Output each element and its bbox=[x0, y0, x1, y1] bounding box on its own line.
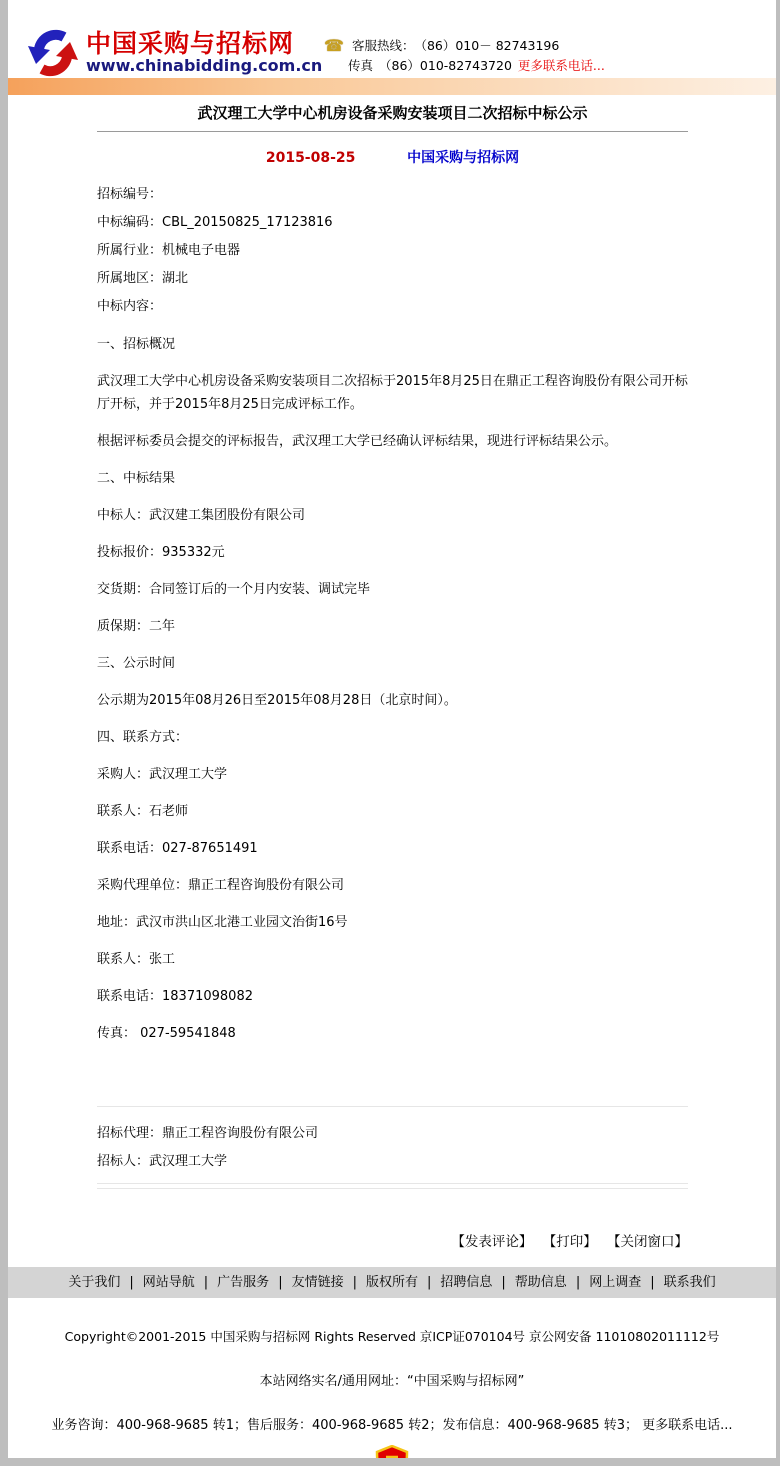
tender-agent-line: 招标代理：鼎正工程咨询股份有限公司 bbox=[97, 1126, 319, 1141]
fax-row bbox=[324, 56, 605, 76]
footer-link-copyright[interactable]: 版权所有 bbox=[365, 1275, 418, 1290]
footer-link-survey[interactable]: 网上调查 bbox=[589, 1275, 642, 1290]
closing-block bbox=[97, 1125, 688, 1171]
footer-badge bbox=[8, 1445, 776, 1458]
field-award-code: 中标编码：CBL_20150825_17123816 bbox=[97, 215, 333, 230]
agency-line: 采购代理单位：鼎正工程咨询股份有限公司 bbox=[97, 878, 345, 893]
nav-separator: | bbox=[129, 1275, 134, 1290]
footer-link-about[interactable]: 关于我们 bbox=[68, 1275, 121, 1290]
field-content: 中标内容： bbox=[97, 299, 163, 314]
article-body bbox=[97, 333, 688, 1045]
title-rule bbox=[97, 131, 688, 132]
site-header bbox=[8, 0, 776, 78]
summary-fields bbox=[97, 186, 688, 316]
site-logo[interactable] bbox=[26, 28, 322, 78]
agency-contact-line: 联系人：张工 bbox=[97, 952, 176, 967]
article-meta bbox=[97, 150, 688, 167]
nav-separator: | bbox=[575, 1275, 581, 1290]
field-region: 所属地区：湖北 bbox=[97, 271, 189, 286]
post-comment-button[interactable]: 【发表评论】 bbox=[451, 1234, 533, 1250]
nav-separator: | bbox=[352, 1275, 357, 1290]
winner-line: 中标人：武汉建工集团股份有限公司 bbox=[97, 508, 306, 523]
footer-link-ads[interactable]: 广告服务 bbox=[217, 1275, 270, 1290]
site-name: 中国采购与招标网 bbox=[86, 29, 295, 58]
footer-link-sitemap[interactable]: 网站导航 bbox=[142, 1275, 195, 1290]
contact-person-line: 联系人：石老师 bbox=[97, 804, 189, 819]
logo-text bbox=[86, 31, 322, 75]
source-link[interactable]: 中国采购与招标网 bbox=[407, 150, 520, 166]
publish-date: 2015-08-25 bbox=[265, 150, 356, 166]
close-window-button[interactable]: 【关闭窗口】 bbox=[607, 1234, 688, 1250]
nav-separator: | bbox=[278, 1275, 283, 1290]
section-2-heading: 二、中标结果 bbox=[97, 471, 176, 486]
fax-number: （86）010-82743720 bbox=[379, 58, 512, 73]
field-tender-no: 招标编号： bbox=[97, 187, 163, 202]
site-url: www.chinabidding.com.cn bbox=[86, 56, 323, 75]
purchaser-line: 采购人：武汉理工大学 bbox=[97, 767, 228, 782]
announcement-article bbox=[97, 104, 688, 1251]
fax-line: 传真： 027-59541848 bbox=[97, 1026, 236, 1041]
phone-icon: ☎ bbox=[324, 36, 344, 55]
closing-rule-top bbox=[97, 1106, 688, 1107]
contact-phone-line: 联系电话：027-87651491 bbox=[97, 841, 258, 856]
agency-phone-line: 联系电话：18371098082 bbox=[97, 989, 253, 1004]
hotline-row bbox=[324, 36, 605, 56]
header-divider-bar bbox=[8, 78, 776, 95]
address-line: 地址：武汉市洪山区北港工业园文治街16号 bbox=[97, 915, 348, 930]
hotline-number: （86）010－ 82743196 bbox=[414, 38, 560, 53]
red-shield-badge-icon bbox=[374, 1445, 410, 1458]
body-paragraph: 根据评标委员会提交的评标报告，武汉理工大学已经确认评标结果，现进行评标结果公示。 bbox=[97, 434, 618, 449]
fax-label: 传真 bbox=[348, 58, 374, 73]
nav-separator: | bbox=[650, 1275, 655, 1290]
section-4-heading: 四、联系方式： bbox=[97, 730, 189, 745]
body-paragraph: 武汉理工大学中心机房设备采购安装项目二次招标于2015年8月25日在鼎正工程咨询股份有限公司开标厅开标，并于2015年8月25日完成评标工作。 bbox=[97, 374, 688, 412]
logo-circular-arrows-icon bbox=[26, 28, 80, 78]
closing-rule-bottom bbox=[97, 1183, 688, 1189]
copyright-line: Copyright©2001-2015 中国采购与招标网 Rights Reserved 京ICP证070104号 京公网安备 11010802011112号 bbox=[64, 1329, 720, 1344]
footer-link-help[interactable]: 帮助信息 bbox=[514, 1275, 567, 1290]
service-hotline-line: 业务咨询：400-968-9685 转1；售后服务：400-968-9685 转2；发布信息：400-968-9685 转3； 更多联系电话... bbox=[51, 1418, 733, 1433]
more-contacts-link[interactable]: 更多联系电话... bbox=[517, 58, 605, 73]
nav-separator: | bbox=[203, 1275, 209, 1290]
print-button[interactable]: 【打印】 bbox=[542, 1234, 597, 1250]
page bbox=[8, 0, 776, 1458]
field-industry: 所属行业：机械电子电器 bbox=[97, 243, 241, 258]
site-realname-line: 本站网络实名/通用网址：“中国采购与招标网” bbox=[259, 1374, 525, 1389]
nav-separator: | bbox=[427, 1275, 432, 1290]
nav-separator: | bbox=[501, 1275, 506, 1290]
tenderer-line: 招标人：武汉理工大学 bbox=[97, 1154, 228, 1169]
delivery-line: 交货期：合同签订后的一个月内安装、调试完毕 bbox=[97, 582, 371, 597]
warranty-line: 质保期：二年 bbox=[97, 619, 176, 634]
publicity-period-line: 公示期为2015年08月26日至2015年08月28日（北京时间）。 bbox=[97, 693, 457, 708]
footer-nav bbox=[8, 1267, 776, 1298]
footer-link-jobs[interactable]: 招聘信息 bbox=[440, 1275, 493, 1290]
hotline-label: 客服热线： bbox=[351, 38, 415, 53]
section-3-heading: 三、公示时间 bbox=[97, 656, 176, 671]
footer-link-friends[interactable]: 友情链接 bbox=[291, 1275, 344, 1290]
section-1-heading: 一、招标概况 bbox=[97, 337, 176, 352]
article-actions bbox=[97, 1233, 688, 1251]
footer-link-contact[interactable]: 联系我们 bbox=[663, 1275, 716, 1290]
bid-price-line: 投标报价：935332元 bbox=[97, 545, 225, 560]
page-title: 武汉理工大学中心机房设备采购安装项目二次招标中标公示 bbox=[197, 104, 588, 122]
header-contact bbox=[324, 36, 605, 76]
